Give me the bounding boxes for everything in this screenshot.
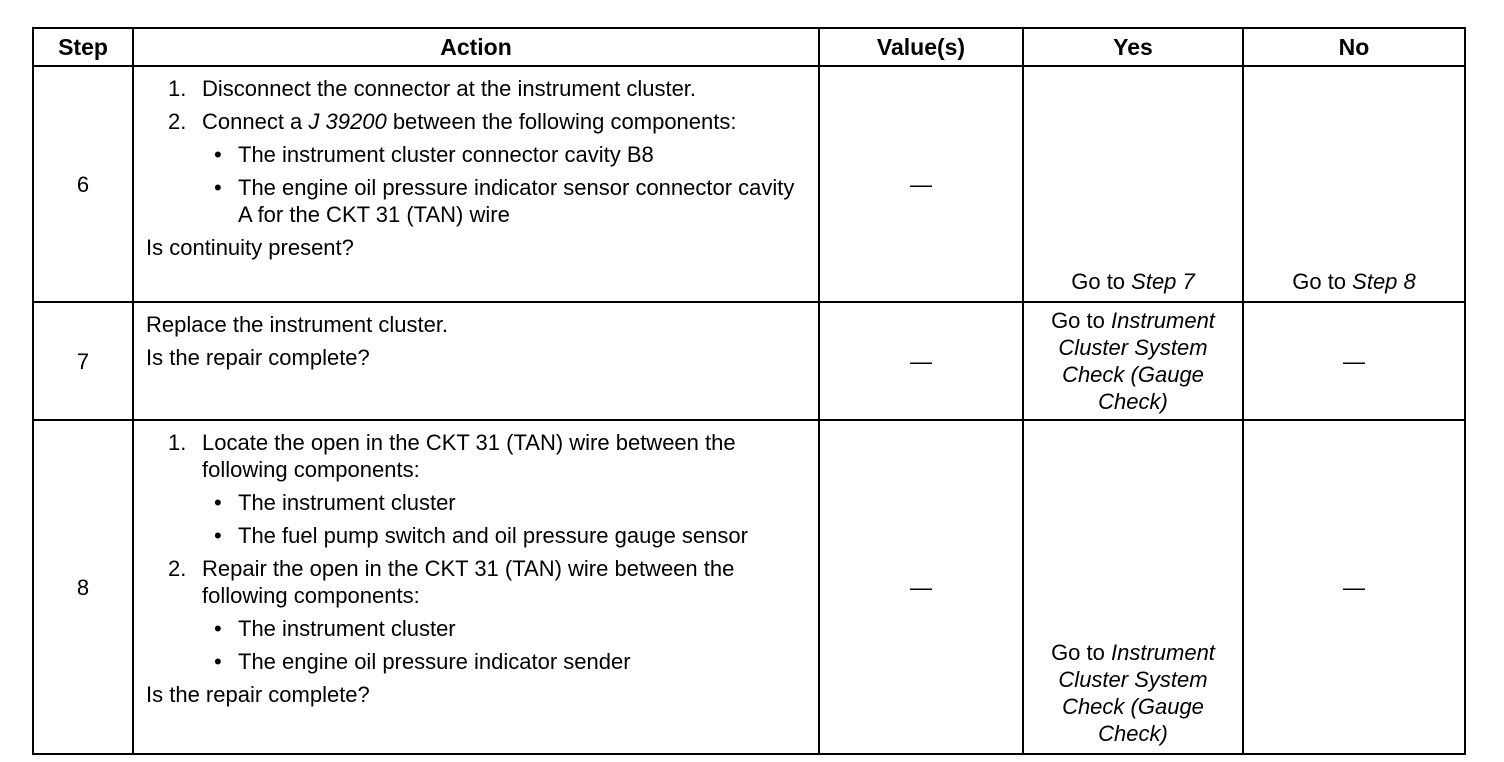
action-text: Replace the instrument cluster.	[146, 312, 449, 337]
tool-reference: J 39200	[308, 109, 387, 134]
step-number: 6	[33, 66, 133, 302]
bullet-item: • The engine oil pressure indicator sender	[214, 649, 631, 674]
value-cell: —	[819, 302, 1023, 420]
action-cell	[133, 66, 819, 302]
list-item: 2. Repair the open in the CKT 31 (TAN) wire between the following components:	[168, 556, 735, 608]
header-step: Step	[33, 28, 133, 66]
header-row	[33, 28, 1465, 66]
step-link: Step 7	[1131, 269, 1195, 294]
table-row-step-7	[33, 302, 1465, 420]
bullet-item: • The fuel pump switch and oil pressure gauge sensor	[214, 523, 748, 548]
step-link: Instrument Cluster System Check (Gauge Check)	[1058, 640, 1215, 746]
table-row-step-6	[33, 66, 1465, 302]
bullet-item: • The engine oil pressure indicator sensor connector cavity A for the CKT 31 (TAN) wire	[214, 175, 795, 227]
header-values: Value(s)	[819, 28, 1023, 66]
action-cell	[133, 420, 819, 754]
diagnostic-table	[32, 27, 1466, 755]
yes-cell: Go to Instrument Cluster System Check (Gauge Check)	[1023, 302, 1243, 420]
value-cell: —	[819, 420, 1023, 754]
no-cell: —	[1243, 420, 1465, 754]
step-number: 8	[33, 420, 133, 754]
value-cell: —	[819, 66, 1023, 302]
list-item: 1. Locate the open in the CKT 31 (TAN) wire between the following components:	[168, 430, 736, 482]
table-row-step-8	[33, 420, 1465, 754]
header-yes: Yes	[1023, 28, 1243, 66]
list-item: 1. Disconnect the connector at the instrument cluster.	[168, 76, 697, 101]
header-no: No	[1243, 28, 1465, 66]
yes-cell: Go to Instrument Cluster System Check (Gauge Check)	[1023, 420, 1243, 754]
question-text: Is the repair complete?	[146, 682, 370, 707]
step-number: 7	[33, 302, 133, 420]
question-text: Is continuity present?	[146, 235, 354, 260]
bullet-item: • The instrument cluster	[214, 490, 456, 515]
bullet-item: • The instrument cluster connector cavity B8	[214, 142, 654, 167]
action-cell	[133, 302, 819, 420]
yes-cell: Go to Step 7	[1023, 66, 1243, 302]
step-link: Step 8	[1352, 269, 1416, 294]
no-cell: —	[1243, 302, 1465, 420]
header-action: Action	[133, 28, 819, 66]
list-item: 2. Connect a J 39200 between the following components:	[168, 109, 737, 134]
no-cell: Go to Step 8	[1243, 66, 1465, 302]
question-text: Is the repair complete?	[146, 345, 370, 370]
bullet-item: • The instrument cluster	[214, 616, 456, 641]
step-link: Instrument Cluster System Check (Gauge Check)	[1058, 308, 1215, 414]
